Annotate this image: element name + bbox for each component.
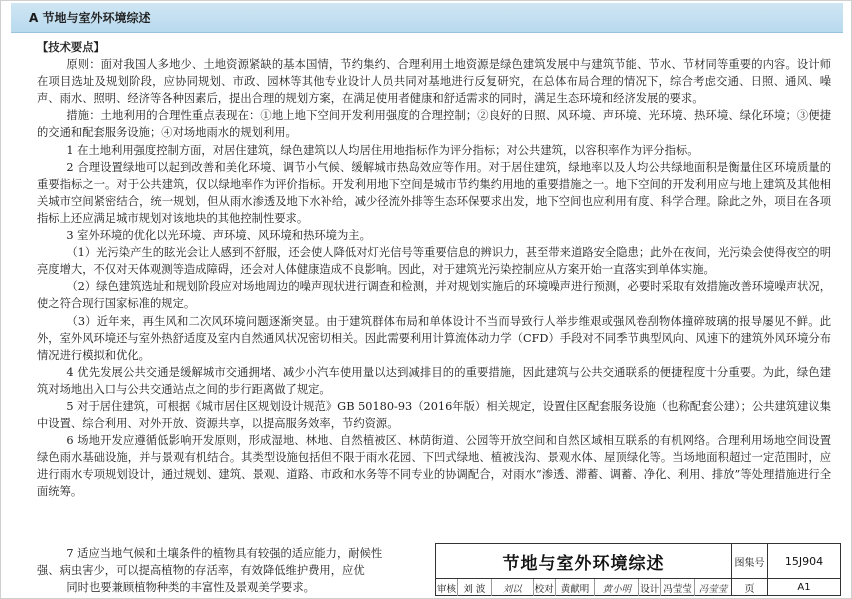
tail-line-3: 同时也要兼顾植物种类的丰富性及景观美学要求。 [66,581,315,595]
reviewer-name: 刘 波 [458,579,492,596]
proofer-signature: 黄小明 [595,579,639,596]
paragraph-wind: （3）近年来，再生风和二次风环境问题逐渐突显。由于建筑群体布局和单体设计不当而导致行人举步维艰或强风卷刮物体撞碎玻璃的报导屡见不鲜。此外，室外风环境还与室外热舒适度及室内自然通风状况密切相关。因此需要利用计算流体动力学（CFD）手段对不同季节典型风向、风速下的建筑外风环境分布情况进行模拟和优化。 [37,314,831,362]
proof-label: 校对 [534,579,556,596]
paragraph-item-7 [37,545,435,596]
paragraph-principle: 原则：面对我国人多地少、土地资源紧缺的基本国情，节约集约、合理利用土地资源是绿色建筑发展中与建筑节能、节水、节材同等重要的内容。设计师在项目选址及规划阶段，应协同规划、市政、园林等其他专业设计人员共同对基地进行反复研究，在总体布局合理的情况下，综合考虑交通、日照、通风、噪声、雨水、照明、经济等各种因素后，提出合理的规划方案，在满足使用者健康和舒适需求的同时，满足生态环境和经济发展的要求。 [37,58,831,106]
signature-row [436,579,732,596]
title-block [435,543,841,596]
paragraph-light-pollution: （1）光污染产生的眩光会让人感到不舒服，还会使人降低对灯光信号等重要信息的辨识力，甚至带来道路安全隐患；此外在夜间，光污染会使得夜空的明亮度增大，不仅对天体观测等造成障碍，还会对人体健康造成不良影响。因此，对于建筑光污染控制应从方案开始一直落实到单体实施。 [37,246,831,277]
paragraph-item-4: 4 优先发展公共交通是缓解城市交通拥堵、减少小汽车使用量以达到减排目的的重要措施，因此建筑与公共交通联系的便捷程度十分重要。为此，绿色建筑对场地出入口与公共交通站点之间的步行距离做了规定。 [37,365,831,396]
design-label: 设计 [639,579,661,596]
title-block-title: 节地与室外环境综述 [436,544,732,579]
paragraph-measures: 措施：土地利用的合理性重点表现在：①地上地下空间开发利用强度的合理控制；②良好的日照、风环境、声环境、光环境、热环境、绿化环境；③便捷的交通和配套服务设施；④对场地雨水的规划利用。 [37,109,831,140]
paragraph-item-6: 6 场地开发应遵循低影响开发原则，形成湿地、林地、自然植被区、林荫街道、公园等开放空间和自然区域相互联系的有机网络。合理利用场地空间设置绿色雨水基础设施，并与景观有机结合。其类型设施包括但不限于雨水花园、下凹式绿地、植被浅沟、景观水体、屋顶绿化等。当场地面积超过一定范围时，应进行雨水专项规划设计，通过规划、建筑、景观、道路、市政和水务等不同专业的协调配合，对雨水“渗透、滞蓄、调蓄、净化、利用、排放”等处理措施进行全面统筹。 [37,434,831,499]
section-title: A 节地与室外环境综述 [29,11,151,25]
paragraph-item-5: 5 对于居住建筑，可根据《城市居住区规划设计规范》GB 50180-93（2016年版）相关规定，设置住区配套服务设施（也称配套公建）；公共建筑建议集中设置、综合利用、对外开放、资源共享，以提高服务效率，节约资源。 [37,399,831,431]
paragraph-item-3: 3 室外环境的优化以光环境、声环境、风环境和热环境为主。 [66,229,371,243]
main-body-text [37,39,831,501]
page-number: A1 [797,582,811,593]
tail-line-2: 强、病虫害少，可以提高植物的存活率，有效降低维护费用，应优 [37,564,365,578]
designer-signature: 冯莹莹 [698,583,728,595]
proofer-name: 黄献明 [556,579,596,596]
paragraph-item-1: 1 在土地利用强度控制方面，对居住建筑，绿色建筑以人均居住用地指标作为评分指标；对公共建筑，以容积率作为评分指标。 [66,143,699,157]
page-label: 页 [732,579,768,596]
tail-line-1: 7 适应当地气候和土壤条件的植物具有较强的适应能力，耐候性 [66,547,383,560]
atlas-label: 图集号 [732,544,768,579]
paragraph-noise: （2）绿色建筑选址和规划阶段应对场地周边的噪声现状进行调查和检测，并对规划实施后的环境噪声进行预测，必要时采取有效措施改善环境噪声状况，使之符合现行国家标准的规定。 [37,280,831,311]
atlas-number: 15J904 [768,544,840,579]
paragraph-item-2: 2 合理设置绿地可以起到改善和美化环境、调节小气候、缓解城市热岛效应等作用。对于居住建筑，绿地率以及人均公共绿地面积是衡量住区环境质量的重要指标之一。对于公共建筑，仅以绿地率作为评价指标。开发利用地下空间是城市节约集约用地的重要措施之一。地下空间的开发利用应与地上建筑及其他相关城市空间紧密结合，统一规划，但从雨水渗透及地下水补给，减少径流外排等生态环保要求出发，地下空间也应利用有度、科学合理。除此之外，项目在各项指标上还应满足城市规划对该地块的其他控制性要求。 [37,160,831,225]
designer-name: 冯莹莹 [661,579,695,596]
section-header-band [11,3,843,33]
section-label: 【技术要点】 [37,40,105,54]
review-label: 审核 [436,579,458,596]
reviewer-signature: 刘以 [492,579,534,596]
